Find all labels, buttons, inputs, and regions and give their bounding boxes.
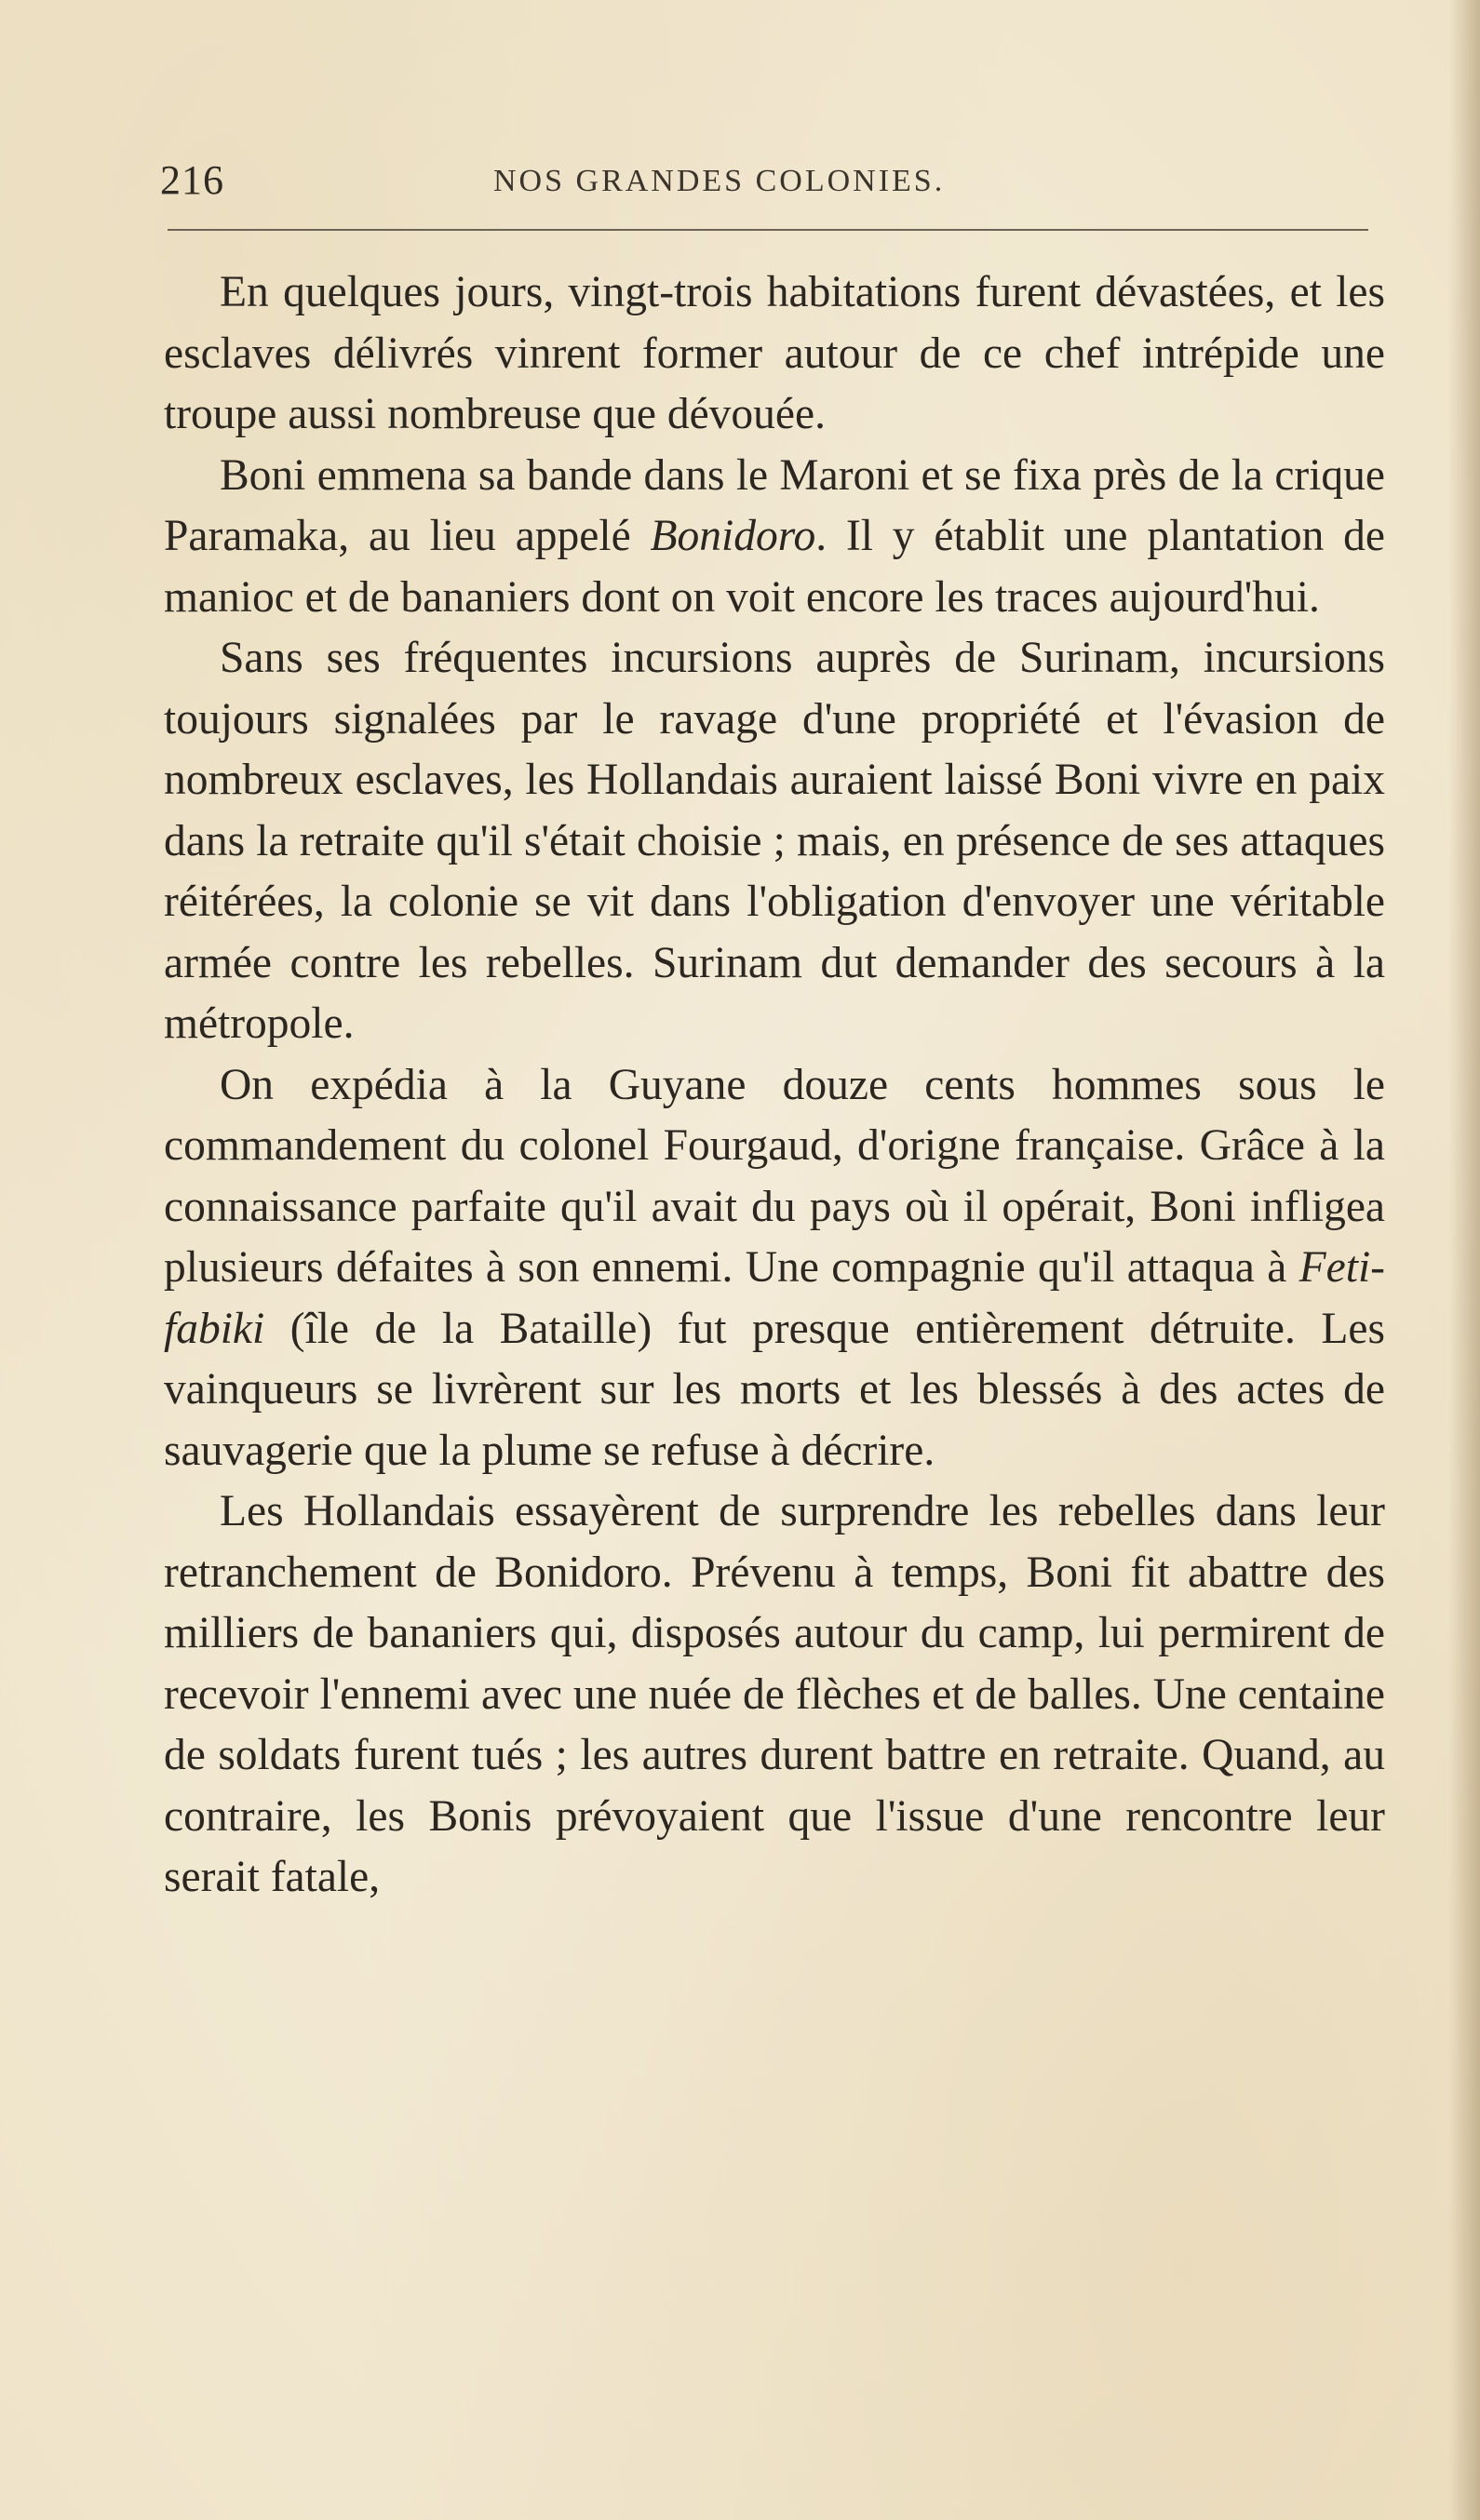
page-header [160,156,1370,212]
paragraph-3: Sans ses fréquentes incursions auprès de Surinam, incursions toujours signalées par le ravage d'une propriété et l'évasion de nombreux esclaves, les Hollandais auraient laissé Boni vivre en paix dans la retraite qu'il s'était choisie ; mais, en présence de ses attaques réitérées, la colonie se vit dans l'obligation d'envoyer une véritable armée contre les rebelles. Surinam dut demander des secours à la métropole. [164,634,1385,1048]
page-edge-shadow [1448,0,1480,2520]
paragraph-2 [164,446,1385,629]
paragraph-4-text-after: (île de la Bataille) fut presque entièrement détruite. Les vainqueurs se livrèrent sur les morts et les blessés à des actes de sauvagerie que la plume se refuse à décrire. [164,1304,1385,1475]
paragraph-1: En quelques jours, vingt-trois habitations furent dévastées, et les esclaves délivrés vinrent former autour de ce chef intrépide une troupe aussi nombreuse que dévouée. [164,268,1385,438]
page-number: 216 [160,157,224,203]
running-title: NOS GRANDES COLONIES. [493,164,946,198]
paragraph-2-text-before: Boni emmena sa bande dans le Maroni et se fixa près de la crique Paramaka, au lieu appelé [164,450,1385,560]
place-name-fetifabiki: Fetifabiki [164,1243,1385,1353]
body-text [164,262,1385,1909]
paragraph-2-text-after: . Il y établit une plantation de manioc et de bananiers dont on voit encore les traces aujourd'hui. [164,512,1385,622]
header-rule [168,229,1368,231]
paragraph-5: Les Hollandais essayèrent de surprendre les rebelles dans leur retranchement de Bonidoro. Prévenu à temps, Boni fit abattre des milliers de bananiers qui, disposés autour du camp, lui permirent de recevoir l'ennemi avec une nuée de flèches et de balles. Une centaine de soldats furent tués ; les autres durent battre en retraite. Quand, au contraire, les Bonis prévoyaient que l'issue d'une rencontre leur serait fatale, [164,1487,1385,1901]
paragraph-4 [164,1055,1385,1482]
place-name-bonidoro: Bonidoro [650,512,816,560]
paragraph-4-text-before: On expédia à la Guyane douze cents hommes sous le commandement du colonel Fourgaud, d'origne française. Grâce à la connaissance parfaite qu'il avait du pays où il opérait, Boni infligea plusieurs défaites à son ennemi. Une compagnie qu'il attaqua à [164,1060,1385,1292]
